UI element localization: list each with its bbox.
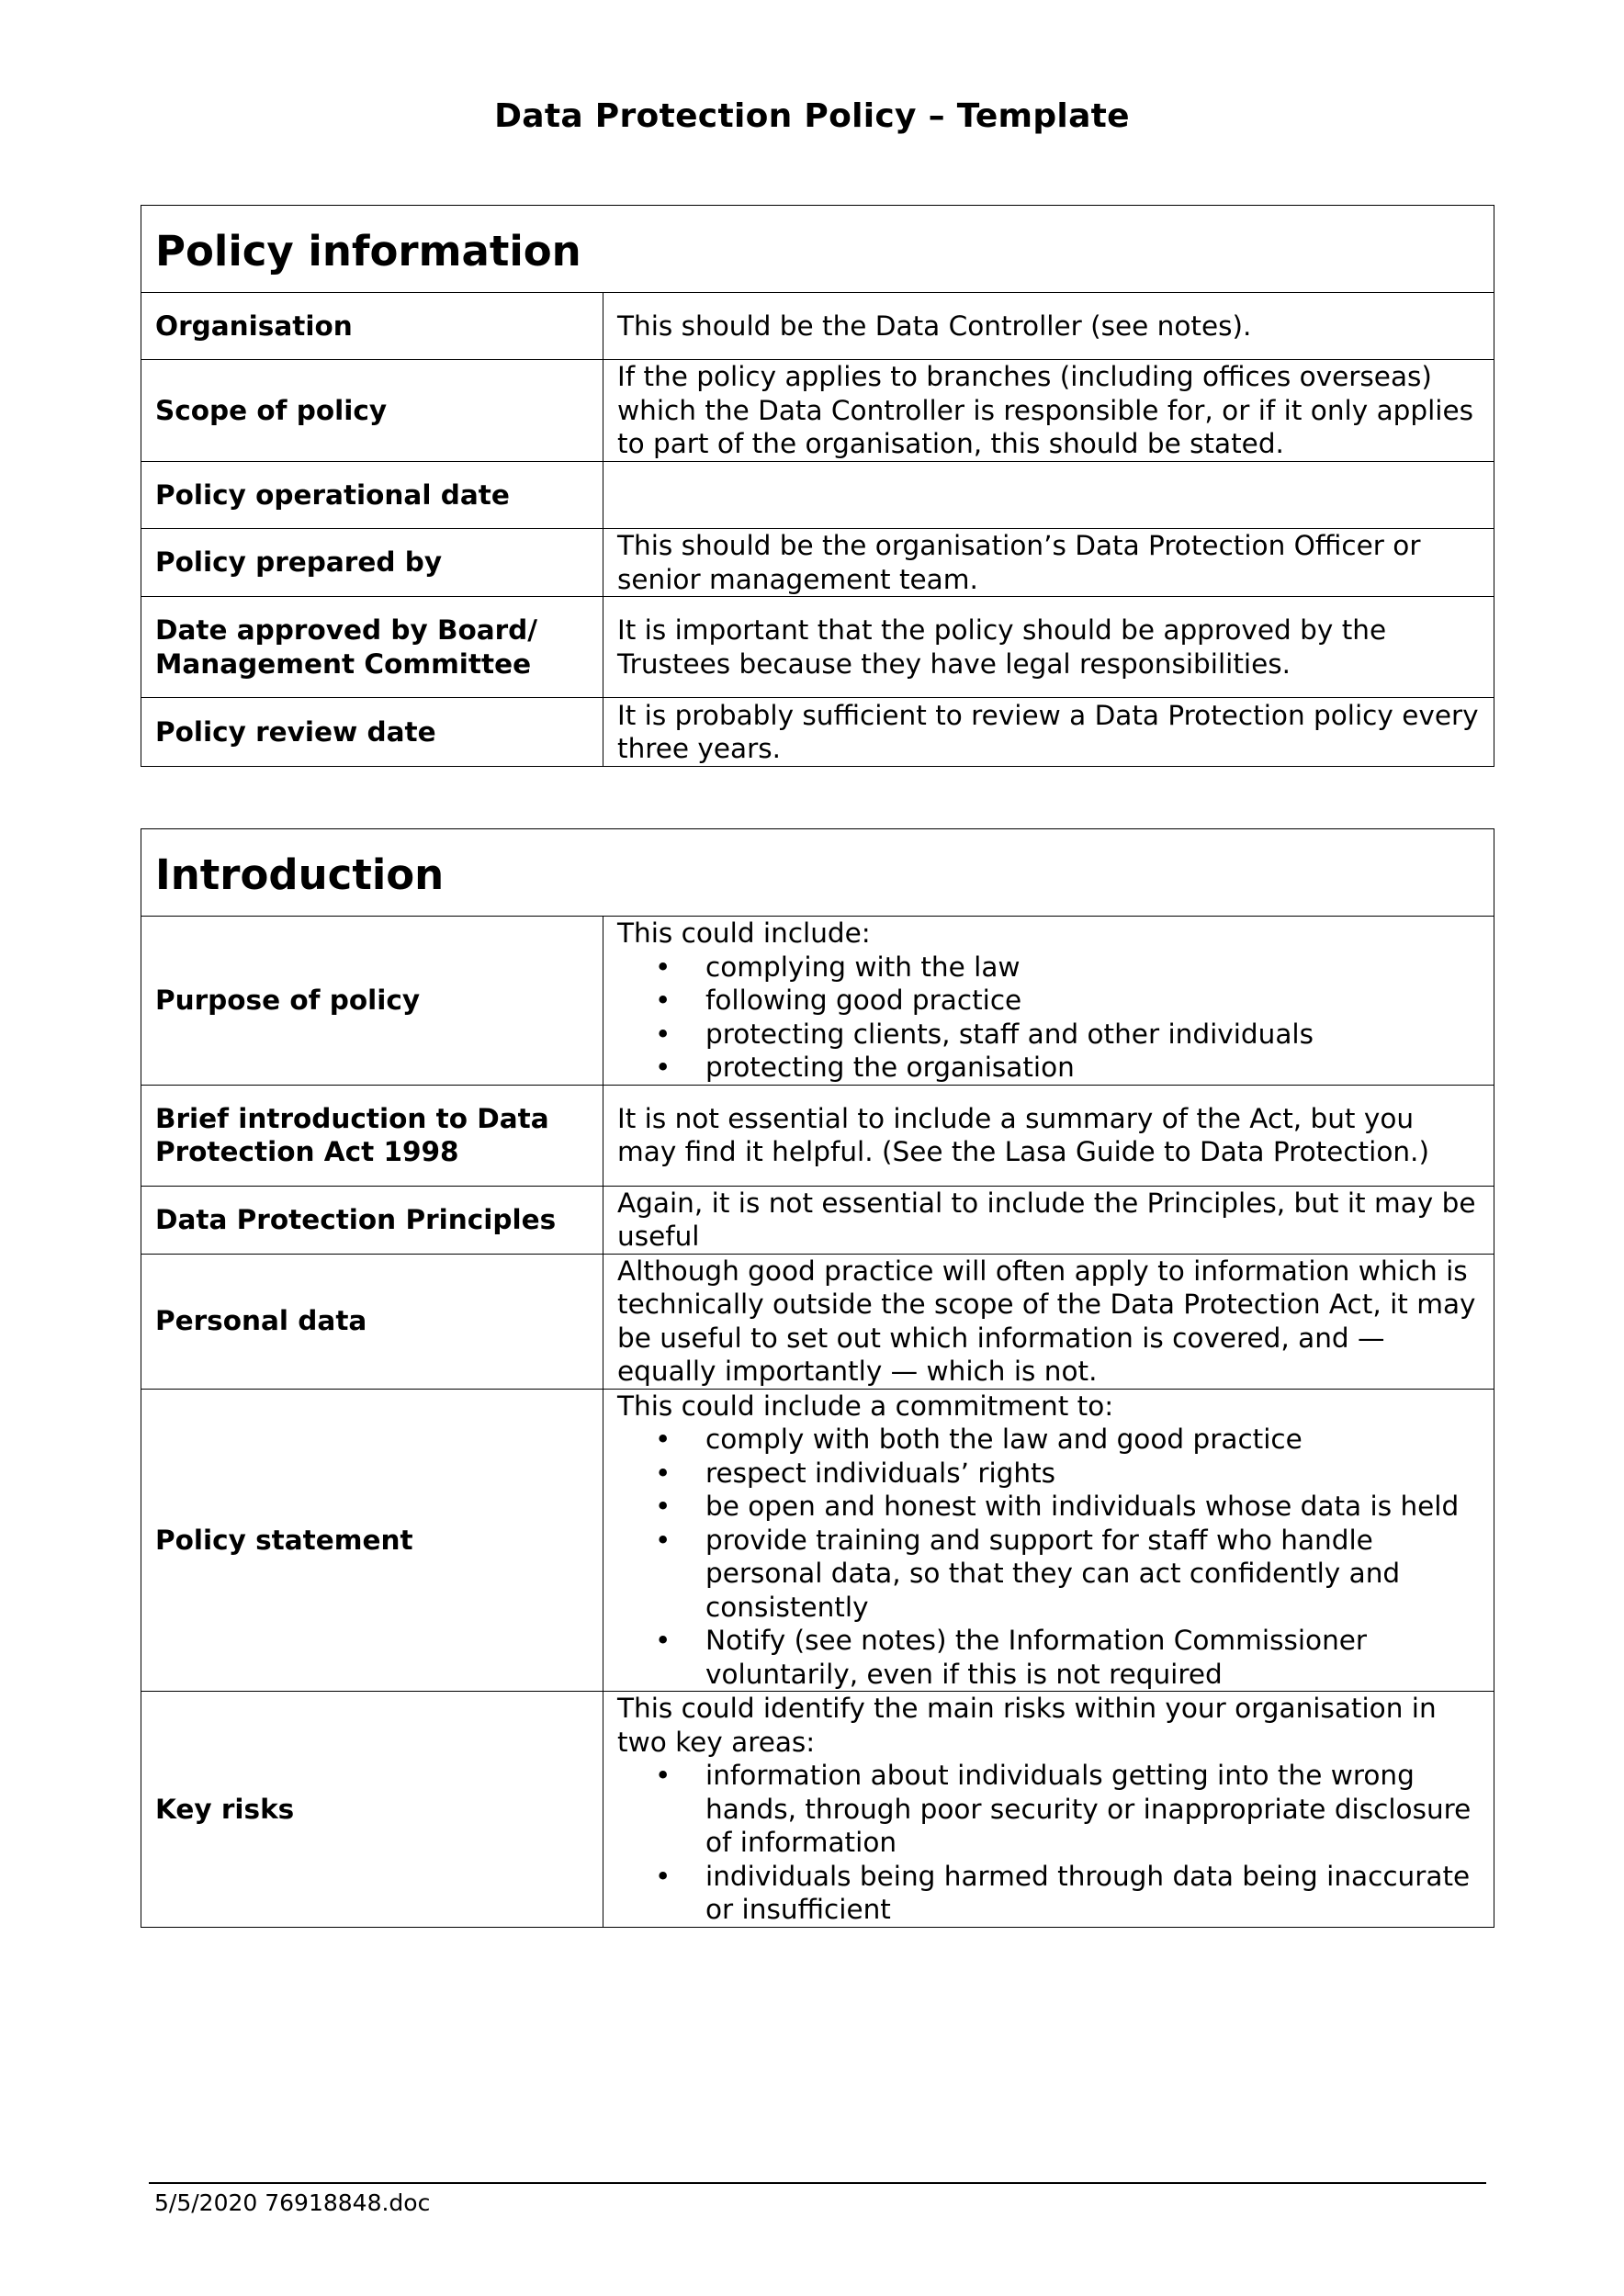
row-value: If the policy applies to branches (including offices overseas) which the Data Controller is responsible for, or if it only applies to part of the organisation, this should be stated. — [603, 360, 1494, 462]
row-value: Again, it is not essential to include the Principles, but it may be useful — [603, 1186, 1494, 1254]
key-risks-intro: This could identify the main risks within your organisation in two key areas: — [617, 1693, 1437, 1758]
table-row — [141, 917, 1494, 1086]
table-row — [141, 529, 1494, 597]
policy-information-table — [141, 205, 1494, 767]
row-value — [603, 917, 1494, 1086]
row-label: Policy statement — [141, 1389, 603, 1692]
page-title: Data Protection Policy – Template — [494, 97, 1130, 135]
list-item: • Notify (see notes) the Information Commissioner voluntarily, even if this is not required — [705, 1624, 1480, 1691]
policy-information-heading: Policy information — [141, 206, 1494, 293]
list-item: • information about individuals getting into the wrong hands, through poor security or inappropriate disclosure of information — [705, 1759, 1480, 1860]
purpose-intro: This could include: — [617, 917, 871, 949]
row-label: Organisation — [141, 293, 603, 360]
row-label: Scope of policy — [141, 360, 603, 462]
introduction-table — [141, 828, 1494, 1928]
table-row — [141, 698, 1494, 767]
table-row — [141, 597, 1494, 698]
list-item: • be open and honest with individuals whose data is held — [705, 1490, 1480, 1524]
row-value: This should be the Data Controller (see notes). — [603, 293, 1494, 360]
row-label: Policy review date — [141, 698, 603, 767]
list-item: • comply with both the law and good practice — [705, 1423, 1480, 1457]
table-row — [141, 1186, 1494, 1254]
row-label: Purpose of policy — [141, 917, 603, 1086]
row-label: Personal data — [141, 1254, 603, 1389]
introduction-heading: Introduction — [141, 829, 1494, 917]
list-item: • complying with the law — [705, 951, 1480, 985]
table-row — [141, 293, 1494, 360]
row-label: Data Protection Principles — [141, 1186, 603, 1254]
row-value: It is important that the policy should be approved by the Trustees because they have legal responsibilities. — [603, 597, 1494, 698]
list-item: • provide training and support for staff who handle personal data, so that they can act confidently and consistently — [705, 1524, 1480, 1625]
key-risks-list — [617, 1759, 1480, 1927]
row-value: It is not essential to include a summary of the Act, but you may find it helpful. (See the Lasa Guide to Data Protection.) — [603, 1085, 1494, 1186]
row-value: It is probably sufficient to review a Data Protection policy every three years. — [603, 698, 1494, 767]
table-row — [141, 462, 1494, 529]
list-item: • individuals being harmed through data being inaccurate or insufficient — [705, 1860, 1480, 1927]
row-label: Policy operational date — [141, 462, 603, 529]
policy-statement-list — [617, 1423, 1480, 1691]
list-item: • protecting clients, staff and other individuals — [705, 1018, 1480, 1052]
table-row — [141, 1254, 1494, 1389]
policy-statement-intro: This could include a commitment to: — [617, 1390, 1114, 1422]
list-item: • respect individuals’ rights — [705, 1457, 1480, 1491]
row-value — [603, 1389, 1494, 1692]
row-label: Date approved by Board/ Management Committee — [141, 597, 603, 698]
list-item: • protecting the organisation — [705, 1051, 1480, 1085]
row-value — [603, 1692, 1494, 1928]
footer-text: 5/5/2020 76918848.doc — [154, 2189, 431, 2216]
list-item: • following good practice — [705, 984, 1480, 1018]
table-row — [141, 1085, 1494, 1186]
row-label: Key risks — [141, 1692, 603, 1928]
table-row — [141, 1692, 1494, 1928]
row-label: Brief introduction to Data Protection Act 1998 — [141, 1085, 603, 1186]
footer-divider — [149, 2182, 1486, 2184]
row-label: Policy prepared by — [141, 529, 603, 597]
table-row — [141, 1389, 1494, 1692]
row-value: Although good practice will often apply to information which is technically outside the scope of the Data Protection Act, it may be useful to set out which information is covered, and — equally importantly — which is not. — [603, 1254, 1494, 1389]
purpose-list — [617, 951, 1480, 1085]
row-value — [603, 462, 1494, 529]
table-row — [141, 360, 1494, 462]
row-value: This should be the organisation’s Data Protection Officer or senior management team. — [603, 529, 1494, 597]
